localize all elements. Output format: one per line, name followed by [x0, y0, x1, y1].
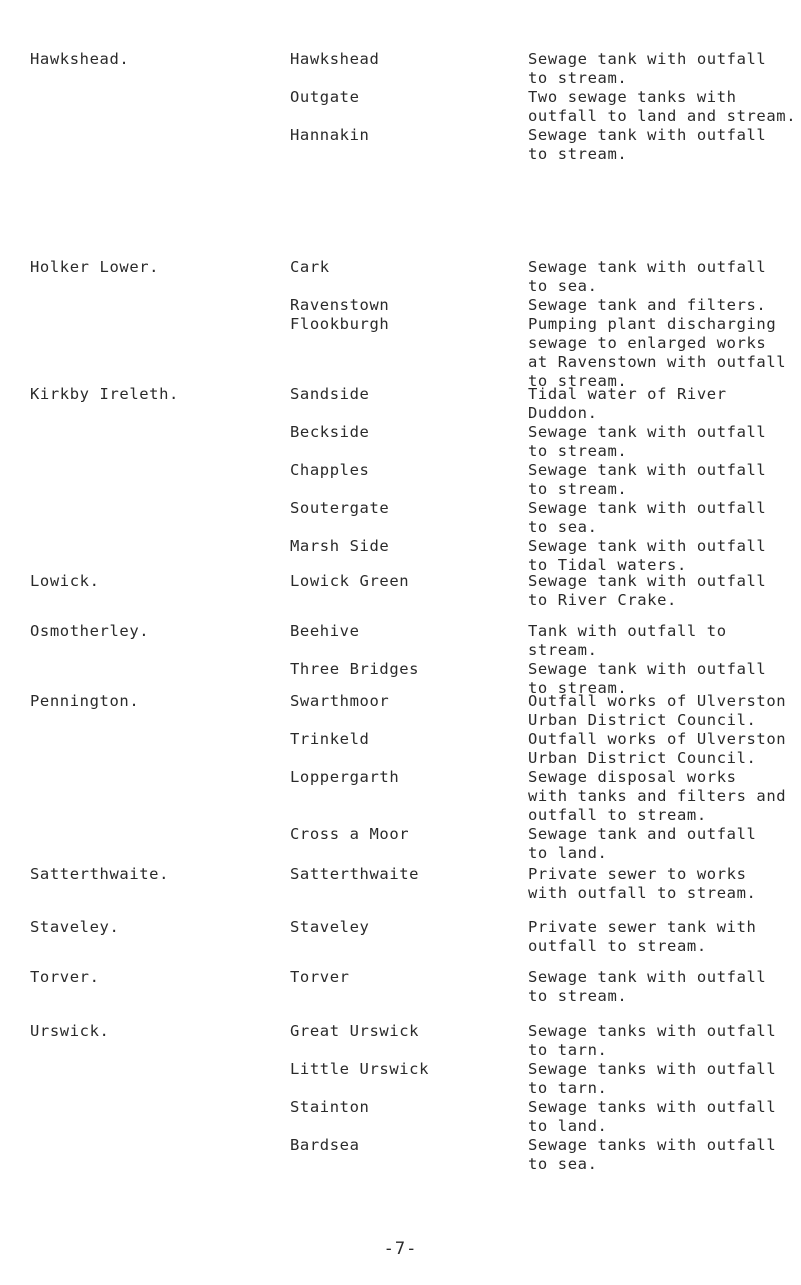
place-row [0, 918, 801, 956]
sewage-description: Sewage tank with outfall to stream. [528, 126, 767, 163]
parish-name: Holker Lower. [30, 258, 160, 276]
sewage-description: Sewage tank with outfall to sea. [528, 258, 767, 295]
place-row [0, 730, 801, 768]
place-name: Torver [290, 968, 350, 986]
place-name: Cark [290, 258, 330, 276]
place-name: Three Bridges [290, 660, 420, 678]
sewage-description: Sewage tank and filters. [528, 296, 767, 314]
place-row [0, 865, 801, 903]
place-list [0, 865, 801, 903]
sewage-description: Private sewer tank with outfall to stream. [528, 918, 757, 955]
place-list [0, 968, 801, 1006]
sewage-description: Outfall works of Ulverston Urban District Council. [528, 692, 787, 729]
parish-name: Lowick. [30, 572, 100, 590]
sewage-description: Sewage tanks with outfall to tarn. [528, 1022, 777, 1059]
place-name: Lowick Green [290, 572, 410, 590]
place-row [0, 968, 801, 1006]
parish-name: Urswick. [30, 1022, 110, 1040]
sewage-description: Tank with outfall to stream. [528, 622, 727, 659]
place-list [0, 385, 801, 575]
place-name: Loppergarth [290, 768, 400, 786]
sewage-description: Tidal water of River Duddon. [528, 385, 727, 422]
place-name: Beckside [290, 423, 370, 441]
place-name: Trinkeld [290, 730, 370, 748]
place-row [0, 537, 801, 575]
place-name: Sandside [290, 385, 370, 403]
place-row [0, 622, 801, 660]
sewage-description: Sewage tanks with outfall to land. [528, 1098, 777, 1135]
place-name: Great Urswick [290, 1022, 420, 1040]
parish-name: Staveley. [30, 918, 120, 936]
place-list [0, 918, 801, 956]
place-name: Outgate [290, 88, 360, 106]
place-name: Bardsea [290, 1136, 360, 1154]
place-name: Soutergate [290, 499, 390, 517]
place-row [0, 126, 801, 164]
place-name: Swarthmoor [290, 692, 390, 710]
sewage-description: Sewage tank with outfall to stream. [528, 660, 767, 697]
place-row [0, 296, 801, 315]
parish-name: Hawkshead. [30, 50, 130, 68]
place-list [0, 622, 801, 698]
place-row [0, 461, 801, 499]
place-name: Beehive [290, 622, 360, 640]
place-row [0, 825, 801, 863]
sewage-description: Sewage tank with outfall to stream. [528, 968, 767, 1005]
page-number: -7- [383, 1239, 418, 1259]
place-row [0, 1098, 801, 1136]
parish-name: Torver. [30, 968, 100, 986]
place-row [0, 385, 801, 423]
place-name: Chapples [290, 461, 370, 479]
place-list [0, 572, 801, 610]
sewage-description: Sewage tanks with outfall to tarn. [528, 1060, 777, 1097]
place-list [0, 258, 801, 391]
sewage-description: Sewage tanks with outfall to sea. [528, 1136, 777, 1173]
sewage-description: Two sewage tanks with outfall to land and stream. [528, 88, 797, 125]
place-name: Cross a Moor [290, 825, 410, 843]
sewage-description: Sewage tank with outfall to stream. [528, 461, 767, 498]
place-row [0, 423, 801, 461]
parish-name: Kirkby Ireleth. [30, 385, 179, 403]
place-list [0, 50, 801, 164]
place-list [0, 1022, 801, 1174]
sewage-description: Private sewer to works with outfall to stream. [528, 865, 757, 902]
place-row [0, 499, 801, 537]
sewage-description: Sewage tank and outfall to land. [528, 825, 757, 862]
place-name: Stainton [290, 1098, 370, 1116]
place-row [0, 1136, 801, 1174]
place-name: Staveley [290, 918, 370, 936]
sewage-description: Pumping plant discharging sewage to enlarged works at Ravenstown with outfall to stream. [528, 315, 787, 390]
place-name: Flookburgh [290, 315, 390, 333]
place-name: Ravenstown [290, 296, 390, 314]
place-name: Hannakin [290, 126, 370, 144]
parish-name: Pennington. [30, 692, 140, 710]
sewage-description: Outfall works of Ulverston Urban District Council. [528, 730, 787, 767]
sewage-description: Sewage tank with outfall to stream. [528, 423, 767, 460]
place-row [0, 258, 801, 296]
sewage-description: Sewage tank with outfall to Tidal waters. [528, 537, 767, 574]
place-row [0, 692, 801, 730]
sewage-description: Sewage disposal works with tanks and filters and outfall to stream. [528, 768, 787, 824]
sewage-description: Sewage tank with outfall to sea. [528, 499, 767, 536]
place-row [0, 50, 801, 88]
place-row [0, 88, 801, 126]
place-row [0, 768, 801, 825]
place-name: Little Urswick [290, 1060, 430, 1078]
place-row [0, 572, 801, 610]
place-name: Marsh Side [290, 537, 390, 555]
sewage-description: Sewage tank with outfall to River Crake. [528, 572, 767, 609]
place-row [0, 1022, 801, 1060]
place-name: Satterthwaite [290, 865, 420, 883]
place-row [0, 315, 801, 391]
sewage-description: Sewage tank with outfall to stream. [528, 50, 767, 87]
parish-name: Osmotherley. [30, 622, 150, 640]
place-name: Hawkshead [290, 50, 380, 68]
place-row [0, 1060, 801, 1098]
parish-name: Satterthwaite. [30, 865, 170, 883]
place-list [0, 692, 801, 863]
